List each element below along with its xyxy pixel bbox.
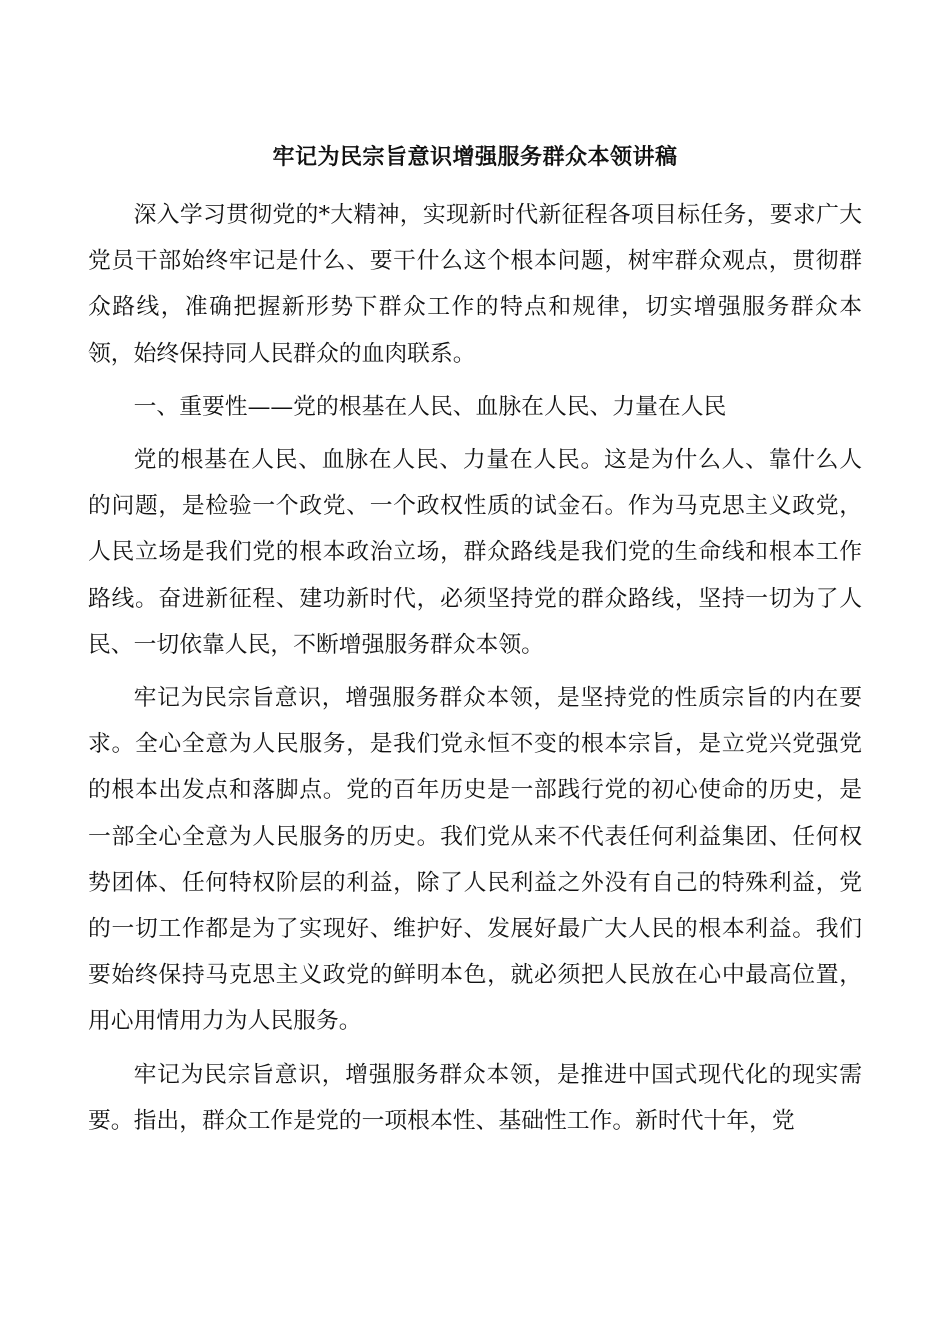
body-paragraph: 党的根基在人民、血脉在人民、力量在人民。这是为什么人、靠什么人的问题，是检验一个政党、一个政权性质的试金石。作为马克思主义政党，人民立场是我们党的根本政治立场，群众路线是我们党的生命线和根本工作路线。奋进新征程、建功新时代，必须坚持党的群众路线，坚持一切为了人民、一切依靠人民，不断增强服务群众本领。 xyxy=(88,447,862,658)
body-paragraph: 牢记为民宗旨意识，增强服务群众本领，是坚持党的性质宗旨的内在要求。全心全意为人民服务，是我们党永恒不变的根本宗旨，是立党兴党强党的根本出发点和落脚点。党的百年历史是一部践行党的初心使命的历史，是一部全心全意为人民服务的历史。我们党从来不代表任何利益集团、任何权势团体、任何特权阶层的利益，除了人民利益之外没有自己的特殊利益，党的一切工作都是为了实现好、维护好、发展好最广大人民的根本利益。我们要始终保持马克思主义政党的鲜明本色，就必须把人民放在心中最高位置，用心用情用力为人民服务。 xyxy=(88,685,862,1035)
section-heading: 一、重要性——党的根基在人民、血脉在人民、力量在人民 xyxy=(133,393,727,420)
document-body xyxy=(88,192,862,1151)
intro-paragraph: 深入学习贯彻党的*大精神，实现新时代新征程各项目标任务，要求广大党员干部始终牢记是什么、要干什么这个根本问题，树牢群众观点，贯彻群众路线，准确把握新形势下群众工作的特点和规律，切实增强服务群众本领，始终保持同人民群众的血肉联系。 xyxy=(88,202,862,367)
document-title: 牢记为民宗旨意识增强服务群众本领讲稿 xyxy=(272,145,678,170)
body-paragraph: 牢记为民宗旨意识，增强服务群众本领，是推进中国式现代化的现实需要。指出，群众工作是党的一项根本性、基础性工作。新时代十年，党 xyxy=(88,1061,862,1134)
